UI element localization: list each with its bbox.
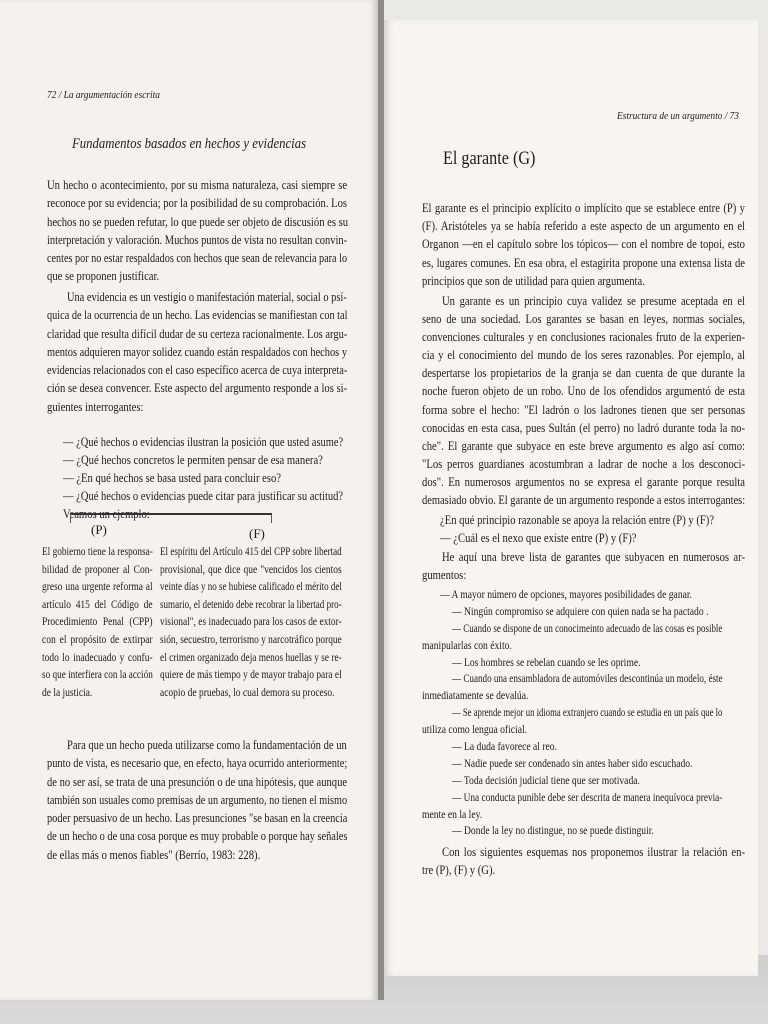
text-line: Para que un hecho pueda utilizarse como la fundamentación de un [67, 738, 347, 752]
list-item [422, 704, 768, 738]
text-line: artículo 415 del Código de [42, 596, 153, 611]
list-item [422, 772, 768, 789]
text-line: poder persuasivo de un hecho. Las presunciones "se basan en la creencia [47, 811, 348, 826]
list-item-line: — La duda favorece al reo. [452, 739, 558, 754]
text-line: — ¿Qué hechos o evidencias puede citar para justificar su actitud? [63, 489, 344, 503]
text-line: evidencias relacionados con el caso específico acerca de cuya interpreta- [47, 363, 348, 378]
list-item-line: — A mayor número de opciones, mayores posibilidades de ganar. [440, 587, 692, 601]
text-line: claridad que resulta difícil dudar de su certeza racionalmente. Los argu- [47, 326, 348, 341]
text-line: — ¿En qué hechos se basa usted para concluir eso? [63, 471, 282, 485]
list-item [422, 822, 768, 839]
right-paragraph-4 [422, 843, 768, 880]
list-item-line: manipularlas con éxito. [422, 637, 512, 652]
list-item-line: — Donde la ley no distingue, no se puede distinguir. [452, 823, 654, 838]
text-line: ción se desea convencer. Este aspecto del argumento responde a los si- [47, 381, 348, 396]
text-line: despertarse los propietarios de la granja se dan cuenta de que durante la [422, 366, 745, 381]
right-questions [440, 511, 768, 547]
list-item-line: — Se aprende mejor un idioma extranjero cuando se estudia en un país que lo [452, 705, 723, 720]
text-line: Un hecho o acontecimiento, por su misma naturaleza, casi siempre se [47, 178, 348, 192]
text-line: también son usuales como premisas de un argumento, no tienen el mismo [47, 792, 348, 807]
text-line: mentos adquieren mayor solidez cuando están respaldados con hechos y [47, 344, 348, 359]
text-line: punto de vista, es necesario que, en efecto, haya ocurrido anteriormente; [47, 756, 348, 771]
text-line: que se proponen justificar. [47, 269, 160, 284]
right-paragraph-2 [422, 292, 768, 509]
label-premise: (P) [91, 522, 107, 537]
list-item [422, 789, 768, 823]
text-line: gumentos: [422, 568, 467, 582]
left-paragraph-3 [47, 736, 415, 864]
garantes-list [422, 586, 768, 839]
text-line: tre (P), (F) y (G). [422, 863, 496, 878]
list-item-line: inmediatamente se devalúa. [422, 688, 529, 703]
text-line: El espíritu del Artículo 415 del CPP sobre libertad [160, 544, 342, 558]
text-line: visional", es inadecuado para los casos de extor- [160, 614, 342, 629]
text-line: interpretación y valoración. Muchos puntos de vista no resultan convin- [47, 232, 348, 247]
text-line: acopio de pruebas, lo cual demora su proceso. [160, 684, 335, 699]
text-line: noche fueron objeto de un robo. Uno de los ofendidos argumentó de esta [422, 384, 745, 399]
text-line: greso una urgente reforma al [42, 579, 153, 594]
text-line: de la justicia. [42, 684, 93, 699]
list-item-line: — Toda decisión judicial tiene que ser motivada. [452, 772, 640, 787]
text-line: conocidas en esta casa, pues Sultán (el perro) no ladró durante toda la no- [422, 420, 745, 435]
text-line: veinte días y no se hubiese calificado el mérito del [160, 579, 342, 594]
text-line: de ellas más o menos fiables" (Berrío, 1983: 228). [47, 847, 261, 862]
right-paragraph-1 [422, 199, 768, 290]
list-item [422, 670, 768, 704]
text-line: He aquí una breve lista de garantes que subyacen en numerosos ar- [442, 550, 745, 564]
text-line: — ¿Cuál es el nexo que existe entre (P) y (F)? [440, 531, 637, 545]
left-questions [63, 433, 398, 505]
text-line: centes por no estar respaldados con hechos que sean de relevancia para lo [47, 251, 348, 266]
text-line: so que interfiera con la acción [42, 667, 153, 682]
text-line: (F). Aristóteles ya se había referido a este aspecto de un argumento en el [422, 219, 745, 234]
text-line: — ¿Qué hechos concretos le permiten pensar de esa manera? [63, 453, 323, 467]
text-line: bilidad de proponer al Con- [42, 561, 153, 576]
text-line: cia y el conocimiento del mundo de los seres razonables. Por ejemplo, al [422, 348, 745, 363]
text-line: Organon —en el capítulo sobre los tópicos— con el nombre de topoi, esto [422, 237, 745, 252]
text-line: guientes interrogantes: [47, 399, 144, 414]
text-line: demasiado obvio. El garante de un argumento responde a estos interrogantes: [422, 493, 746, 508]
text-line: Con los siguientes esquemas nos proponemos ilustrar la relación en- [442, 845, 745, 859]
left-running-header: 72 / La argumentación escrita [47, 89, 160, 101]
text-line: es, lugares comunes. En esa obra, el estagirita propone una extensa lista de [422, 255, 745, 270]
list-item-line: — Los hombres se rebelan cuando se les oprime. [452, 654, 641, 669]
text-line: de no ser así, se trata de una presunción o de una hipótesis, que aunque [47, 774, 348, 789]
text-line: el crimen organizado deja menos huellas y se re- [160, 649, 342, 664]
list-item-line: utiliza como lengua oficial. [422, 722, 528, 737]
text-line: convenciones culturales y en conclusiones racionales fruto de la experien- [422, 330, 745, 345]
text-line: sión, secuestro, terrorismo y narcotráfico porque [160, 631, 342, 646]
text-line: El gobierno tiene la responsa- [42, 544, 153, 558]
list-item-line: — Cuando una ensambladora de automóviles descontinúa un modelo, éste [452, 671, 723, 686]
list-item-line: — Ningún compromiso se adquiere con quien nada se ha pactado . [452, 603, 709, 618]
list-item [422, 755, 768, 772]
text-line: dos". En numerosos argumentos no se expresa el garante porque resulta [422, 474, 745, 489]
text-line: sumario, el detenido debe recobrar la libertad pro- [160, 596, 342, 611]
list-item-line: — Una conducta punible debe ser descrita de manera inequívoca previa- [452, 789, 723, 804]
list-item [422, 603, 768, 620]
list-item [422, 586, 768, 603]
text-line: quiere de más tiempo y de mayor trabajo para el [160, 667, 342, 682]
text-line: quica de la ocurrencia de un hecho. Las evidencias se manifiestan con tal [47, 308, 348, 323]
text-line: Veamos un ejemplo: [63, 507, 150, 521]
text-line: principios que son de utilidad para quien argumenta. [422, 273, 645, 288]
text-line: Una evidencia es un vestigio o manifestación material, social o psí- [67, 290, 347, 304]
text-line: con el propósito de extirpar [42, 631, 153, 646]
list-item [422, 654, 768, 671]
section-title-hechos: Fundamentos basados en hechos y evidencias [72, 136, 307, 152]
list-item-line: — Cuando se dispone de un conocimeinto adecuado de las cosas es posible [452, 620, 723, 635]
text-line: todo lo inadecuado y confu- [42, 649, 153, 664]
text-line: reconoce por su evidencia; por la posibilidad de su comprobación. Los [47, 196, 348, 211]
text-line: hechos no se pueden refutar, lo que puede ser objeto de discusión es su [47, 214, 349, 229]
text-line: El garante es el principio explícito o implícito que se establece entre (P) y [422, 201, 745, 215]
section-title-garante: El garante (G) [443, 148, 536, 169]
right-paragraph-3 [422, 548, 768, 584]
left-paragraph-1 [47, 176, 415, 286]
list-item [422, 620, 768, 654]
list-item [422, 738, 768, 755]
text-line: che". El garante que subyace en este breve argumento es algo así como: [422, 438, 745, 453]
text-line: de un hecho o de una cosa porque es muy probable o porque hay señales [47, 829, 348, 844]
text-line: seno de una sociedad. Los garantes se basan en leyes, normas sociales, [422, 312, 745, 327]
text-line: ¿En qué principio razonable se apoya la relación entre (P) y (F)? [440, 513, 715, 527]
text-line: forma sobre el hecho: "El ladrón o los ladrones tienen que ser personas [422, 402, 745, 417]
text-line: provisional, que dice que "vencidos los cientos [160, 561, 342, 576]
text-line: Procedimiento Penal (CPP) [42, 614, 153, 629]
label-fundamento: (F) [249, 526, 265, 541]
text-line: Un garante es un principio cuya validez se presume aceptada en el [442, 294, 745, 308]
list-item-line: mente en la ley. [422, 806, 483, 821]
text-line: "Los perros guardianes acostumbran a ladrar de noche a los desconoci- [422, 456, 745, 471]
example-fundamento-column [160, 543, 402, 701]
list-item-line: — Nadie puede ser condenado sin antes haber sido escuchado. [452, 755, 693, 770]
text-line: — ¿Qué hechos o evidencias ilustran la posición que usted asume? [63, 435, 344, 449]
right-running-header: Estructura de un argumento / 73 [617, 110, 739, 122]
left-paragraph-2 [47, 288, 412, 416]
